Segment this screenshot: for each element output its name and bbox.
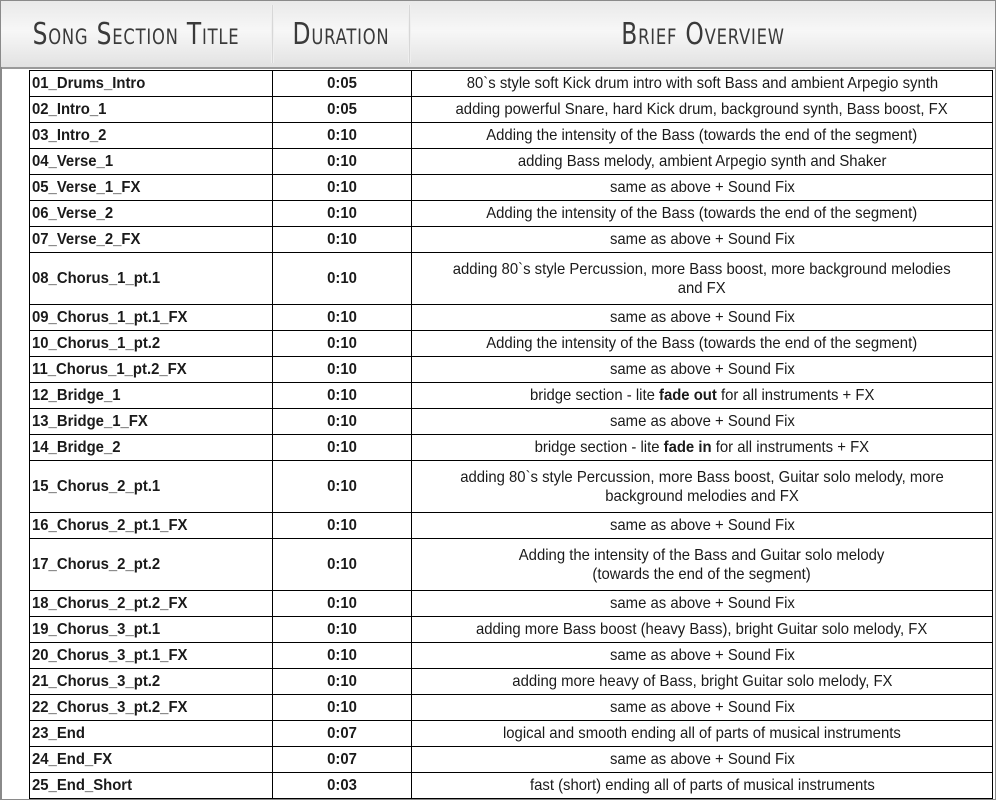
cell-duration [273,591,412,617]
section-title-text: 10_Chorus_1_pt.2 [32,335,161,352]
cell-duration [273,617,412,643]
duration-text: 0:10 [327,621,357,638]
overview-segment: same as above + Sound Fix [609,361,795,378]
table-row [30,253,993,305]
header-separator [271,5,274,63]
duration-text: 0:10 [327,413,357,430]
overview-segment: adding 80`s style Percussion, more Bass boost, Guitar solo melody, more [460,468,944,486]
cell-brief-overview [412,513,993,539]
overview-segment: for all instruments + FX [711,439,870,456]
cell-brief-overview [412,643,993,669]
table-row [30,617,993,643]
cell-song-section-title [30,721,273,747]
table-row [30,513,993,539]
cell-song-section-title [30,71,273,97]
cell-brief-overview [412,71,993,97]
overview-segment: adding more heavy of Bass, bright Guitar solo melody, FX [511,673,893,690]
duration-text: 0:10 [327,478,357,495]
overview-segment: same as above + Sound Fix [609,309,795,326]
overview-text [610,360,795,379]
table-row [30,539,993,591]
section-title-text: 11_Chorus_1_pt.2_FX [32,361,187,378]
cell-brief-overview [412,123,993,149]
cell-song-section-title [30,123,273,149]
left-margin-rule [1,67,2,799]
overview-segment: same as above + Sound Fix [609,595,795,612]
cell-song-section-title [30,149,273,175]
overview-text [535,438,870,457]
table-row [30,721,993,747]
overview-text [487,204,918,223]
table-row [30,331,993,357]
table-row [30,409,993,435]
section-title-text: 20_Chorus_3_pt.1_FX [32,647,188,664]
overview-segment: background melodies and FX [605,487,799,505]
cell-duration [273,539,412,591]
cell-brief-overview [412,669,993,695]
overview-segment: Adding the intensity of the Bass (towards the end of the segment) [486,127,918,144]
duration-text: 0:10 [327,595,357,612]
cell-duration [273,773,412,799]
cell-duration [273,123,412,149]
duration-text: 0:05 [327,101,357,118]
cell-brief-overview [412,773,993,799]
cell-brief-overview [412,435,993,461]
overview-segment: 80`s style soft Kick drum intro with soft Bass and ambient Arpegio synth [466,75,938,92]
cell-duration [273,643,412,669]
table-row [30,383,993,409]
table-row [30,435,993,461]
cell-duration [273,201,412,227]
cell-song-section-title [30,747,273,773]
table-row [30,149,993,175]
duration-text: 0:10 [327,309,357,326]
cell-duration [273,721,412,747]
overview-text [610,594,795,613]
table-row [30,773,993,799]
overview-text [610,750,795,769]
table-row [30,175,993,201]
overview-segment: same as above + Sound Fix [609,751,795,768]
section-title-text: 05_Verse_1_FX [32,179,141,196]
table-row [30,201,993,227]
duration-text: 0:10 [327,556,357,573]
overview-segment: Adding the intensity of the Bass (towards the end of the segment) [486,205,918,222]
overview-segment: bridge section - lite [534,439,664,456]
overview-segment: Adding the intensity of the Bass and Guitar solo melody [519,546,885,564]
overview-text [610,516,795,535]
overview-text [466,74,937,93]
overview-segment: same as above + Sound Fix [609,517,795,534]
section-title-text: 02_Intro_1 [32,101,107,118]
duration-text: 0:10 [327,517,357,534]
overview-text [610,646,795,665]
duration-text: 0:10 [327,127,357,144]
cell-song-section-title [30,513,273,539]
cell-brief-overview [412,175,993,201]
cell-duration [273,149,412,175]
cell-song-section-title [30,357,273,383]
cell-duration [273,175,412,201]
overview-text [610,698,795,717]
header-separator [408,5,411,63]
section-title-text: 08_Chorus_1_pt.1 [32,270,161,287]
overview-segment: Adding the intensity of the Bass (towards the end of the segment) [486,335,918,352]
section-title-text: 19_Chorus_3_pt.1 [32,621,161,638]
cell-brief-overview [412,97,993,123]
table-row [30,71,993,97]
overview-emphasis: fade out [658,387,717,404]
section-title-text: 15_Chorus_2_pt.1 [32,478,161,495]
overview-text [610,308,795,327]
duration-text: 0:10 [327,699,357,716]
section-title-text: 18_Chorus_2_pt.2_FX [32,595,188,612]
cell-song-section-title [30,435,273,461]
cell-song-section-title [30,669,273,695]
cell-song-section-title [30,539,273,591]
overview-text [476,620,927,639]
section-title-text: 16_Chorus_2_pt.1_FX [32,517,188,534]
overview-text [460,468,944,506]
cell-song-section-title [30,331,273,357]
cell-brief-overview [412,383,993,409]
cell-song-section-title [30,305,273,331]
cell-brief-overview [412,747,993,773]
section-title-text: 01_Drums_Intro [32,75,146,92]
duration-text: 0:10 [327,439,357,456]
table-row [30,97,993,123]
cell-duration [273,695,412,721]
cell-brief-overview [412,539,993,591]
section-title-text: 09_Chorus_1_pt.1_FX [32,309,188,326]
cell-song-section-title [30,591,273,617]
cell-song-section-title [30,461,273,513]
cell-duration [273,227,412,253]
cell-brief-overview [412,357,993,383]
cell-duration [273,331,412,357]
cell-song-section-title [30,695,273,721]
cell-song-section-title [30,643,273,669]
overview-segment: adding more Bass boost (heavy Bass), bright Guitar solo melody, FX [476,621,928,638]
overview-segment: same as above + Sound Fix [609,231,795,248]
cell-duration [273,513,412,539]
cell-song-section-title [30,97,273,123]
header-brief-overview: Brief Overview [621,16,785,52]
table-row [30,357,993,383]
cell-song-section-title [30,773,273,799]
cell-duration [273,71,412,97]
duration-text: 0:10 [327,387,357,404]
cell-brief-overview [412,253,993,305]
cell-song-section-title [30,175,273,201]
overview-segment: and FX [677,279,726,297]
section-title-text: 22_Chorus_3_pt.2_FX [32,699,188,716]
section-title-text: 13_Bridge_1_FX [32,413,148,430]
overview-text [519,546,885,584]
overview-emphasis: fade in [663,439,712,456]
duration-text: 0:10 [327,361,357,378]
duration-text: 0:10 [327,673,357,690]
cell-duration [273,383,412,409]
overview-segment: adding powerful Snare, hard Kick drum, background synth, Bass boost, FX [455,101,949,118]
header-duration: Duration [292,16,390,52]
table-row [30,123,993,149]
cell-brief-overview [412,331,993,357]
cell-duration [273,461,412,513]
duration-text: 0:10 [327,231,357,248]
cell-brief-overview [412,227,993,253]
cell-duration [273,409,412,435]
cell-duration [273,357,412,383]
duration-text: 0:03 [327,777,357,794]
song-sections-table [29,70,993,799]
overview-text [503,724,901,743]
section-title-text: 06_Verse_2 [32,205,114,222]
section-title-text: 21_Chorus_3_pt.2 [32,673,161,690]
table-row [30,669,993,695]
cell-duration [273,305,412,331]
table-row [30,591,993,617]
overview-text [487,334,918,353]
cell-song-section-title [30,409,273,435]
overview-segment: adding 80`s style Percussion, more Bass boost, more background melodies [453,260,951,278]
section-title-text: 04_Verse_1 [32,153,114,170]
overview-text [518,152,887,171]
table-row [30,227,993,253]
duration-text: 0:10 [327,153,357,170]
cell-brief-overview [412,591,993,617]
overview-text [530,776,875,795]
cell-duration [273,97,412,123]
overview-text [610,412,795,431]
cell-song-section-title [30,201,273,227]
section-title-text: 12_Bridge_1 [32,387,121,404]
overview-text [487,126,918,145]
section-title-text: 03_Intro_2 [32,127,107,144]
cell-song-section-title [30,617,273,643]
overview-segment: (towards the end of the segment) [592,565,812,583]
section-title-text: 23_End [32,725,85,742]
table-row [30,461,993,513]
cell-brief-overview [412,305,993,331]
duration-text: 0:10 [327,179,357,196]
overview-segment: same as above + Sound Fix [609,699,795,716]
overview-segment: same as above + Sound Fix [609,179,795,196]
cell-duration [273,747,412,773]
cell-song-section-title [30,227,273,253]
table-row [30,747,993,773]
cell-song-section-title [30,383,273,409]
cell-brief-overview [412,201,993,227]
table-row [30,643,993,669]
overview-segment: adding Bass melody, ambient Arpegio synth and Shaker [517,153,887,170]
overview-text [610,178,795,197]
cell-duration [273,253,412,305]
cell-brief-overview [412,149,993,175]
overview-text [453,260,951,298]
cell-brief-overview [412,461,993,513]
overview-segment: same as above + Sound Fix [609,413,795,430]
cell-brief-overview [412,721,993,747]
cell-duration [273,669,412,695]
overview-text [456,100,948,119]
duration-text: 0:07 [327,725,357,742]
table-row [30,305,993,331]
duration-text: 0:05 [327,75,357,92]
overview-text [512,672,892,691]
overview-text [610,230,795,249]
overview-segment: for all instruments + FX [716,387,875,404]
overview-segment: same as above + Sound Fix [609,647,795,664]
overview-segment: bridge section - lite [529,387,659,404]
section-title-text: 07_Verse_2_FX [32,231,141,248]
duration-text: 0:10 [327,270,357,287]
section-title-text: 25_End_Short [32,777,133,794]
section-title-text: 17_Chorus_2_pt.2 [32,556,161,573]
table-row [30,695,993,721]
duration-text: 0:10 [327,205,357,222]
cell-brief-overview [412,409,993,435]
overview-segment: logical and smooth ending all of parts of musical instruments [503,725,901,742]
overview-segment: fast (short) ending all of parts of musical instruments [529,777,875,794]
section-title-text: 24_End_FX [32,751,113,768]
overview-text [530,386,874,405]
table-body [30,71,993,799]
cell-song-section-title [30,253,273,305]
section-title-text: 14_Bridge_2 [32,439,121,456]
duration-text: 0:10 [327,335,357,352]
cell-brief-overview [412,617,993,643]
table-header [1,1,995,69]
duration-text: 0:07 [327,751,357,768]
duration-text: 0:10 [327,647,357,664]
header-song-section-title: Song Section Title [32,16,240,52]
cell-brief-overview [412,695,993,721]
cell-duration [273,435,412,461]
